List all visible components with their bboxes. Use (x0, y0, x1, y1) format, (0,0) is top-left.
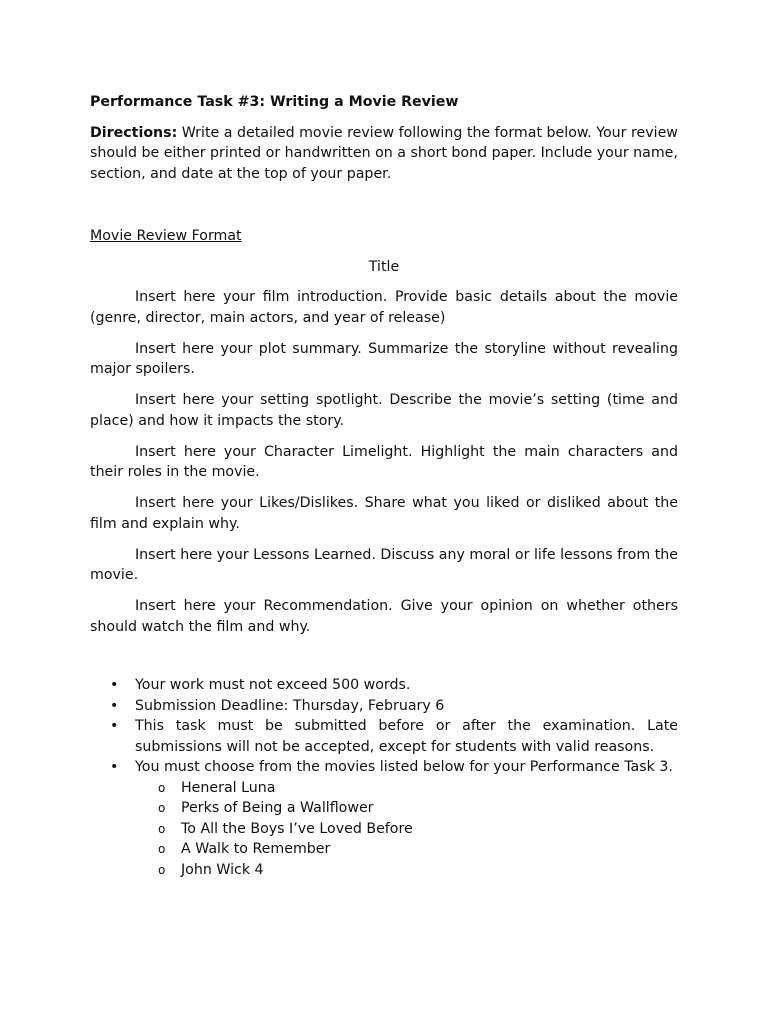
format-paragraph-lessons: Insert here your Lessons Learned. Discuss any moral or life lessons from the movie. (90, 546, 678, 583)
format-heading: Movie Review Format (90, 228, 242, 244)
document-page (90, 92, 678, 880)
movie-item: o Perks of Being a Wallflower (135, 798, 678, 819)
movie-list (135, 778, 678, 881)
bullet-icon: • (110, 759, 119, 775)
movie-item: o To All the Boys I’ve Loved Before (135, 819, 678, 840)
list-item: • Submission Deadline: Thursday, February 6 (90, 696, 678, 717)
review-title-placeholder: Title (368, 258, 400, 275)
bullet-icon: • (110, 677, 119, 693)
movie-item: o John Wick 4 (135, 860, 678, 881)
circle-bullet-icon: o (158, 780, 166, 795)
circle-bullet-icon: o (158, 862, 166, 877)
task-title: Performance Task #3: Writing a Movie Review (90, 94, 459, 110)
movie-item: o A Walk to Remember (135, 839, 678, 860)
list-item: • You must choose from the movies listed below for your Performance Task 3. o Heneral Luna o Perks of Being a Wallflower o To All the Boys I’ve Loved Before o A Walk to Remember o John Wick 4 (90, 757, 678, 880)
requirements-list (90, 675, 678, 880)
list-item: • Your work must not exceed 500 words. (90, 675, 678, 696)
bullet-icon: • (110, 697, 119, 714)
format-paragraph-introduction: Insert here your film introduction. Provide basic details about the movie (genre, director, main actors, and year of release) (90, 289, 678, 326)
format-paragraph-recommendation: Insert here your Recommendation. Give your opinion on whether others should watch the film and why. (90, 598, 678, 635)
circle-bullet-icon: o (158, 842, 166, 856)
circle-bullet-icon: o (158, 801, 166, 815)
directions-text: Write a detailed movie review following the format below. Your review should be either printed or handwritten on a short bond paper. Include your name, section, and date at the top of your paper. (90, 124, 678, 182)
directions-label: Directions: (90, 124, 178, 141)
format-paragraph-plot-summary: Insert here your plot summary. Summarize the storyline without revealing major spoilers. (90, 340, 678, 377)
bullet-icon: • (110, 718, 119, 734)
format-paragraph-likes-dislikes: Insert here your Likes/Dislikes. Share what you liked or disliked about the film and explain why. (90, 495, 678, 532)
circle-bullet-icon: o (158, 821, 166, 836)
movie-item: o Heneral Luna (135, 778, 678, 799)
format-paragraph-setting: Insert here your setting spotlight. Describe the movie’s setting (time and place) and how it impacts the story. (90, 392, 678, 429)
list-item: • This task must be submitted before or after the examination. Late submissions will not be accepted, except for students with valid reasons. (110, 718, 678, 755)
directions (90, 123, 678, 185)
format-paragraph-characters: Insert here your Character Limelight. Highlight the main characters and their roles in the movie. (90, 443, 678, 480)
